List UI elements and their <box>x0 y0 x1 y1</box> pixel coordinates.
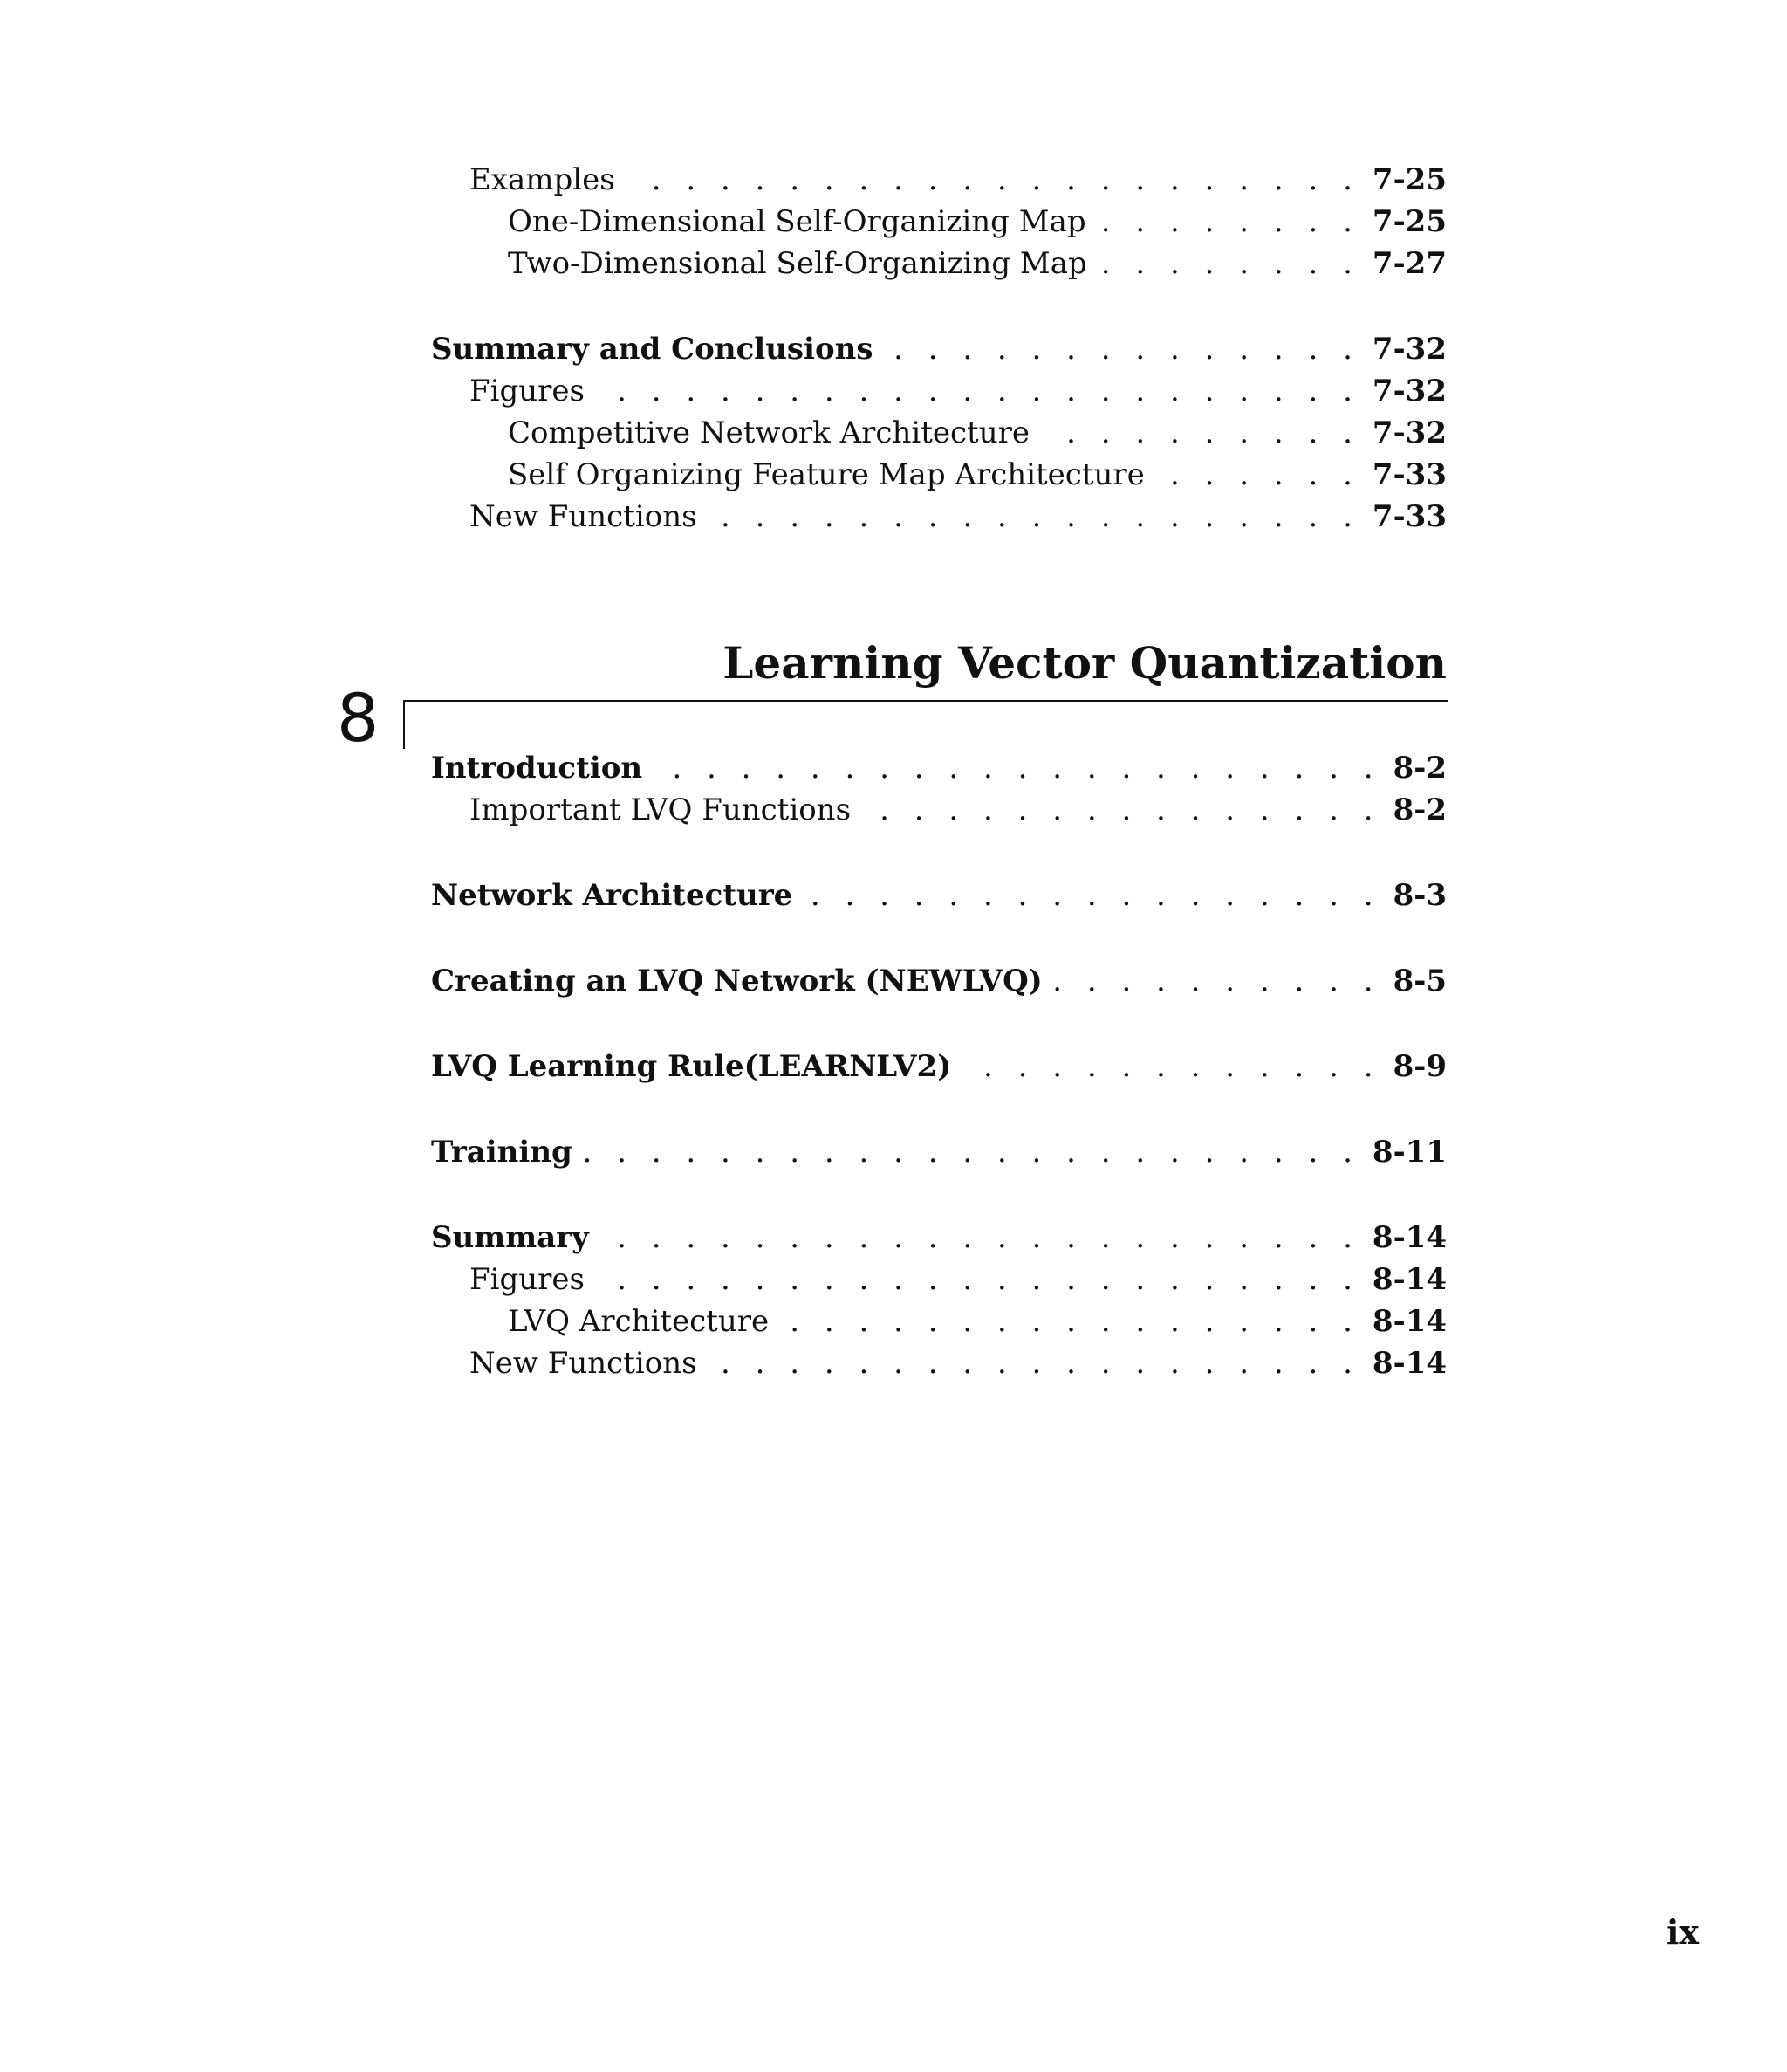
dot-leader <box>1098 243 1360 285</box>
dot-leader <box>962 1046 1380 1087</box>
dot-leader <box>779 1300 1360 1342</box>
section-gap <box>431 831 1447 875</box>
toc-entry-label: Figures <box>469 374 585 408</box>
toc-entry-label: Figures <box>469 1262 585 1297</box>
toc-entry[interactable] <box>431 960 1447 1002</box>
toc-entry-label: Examples <box>469 162 615 197</box>
toc-entry-page: 8-3 <box>1393 878 1447 913</box>
dot-leader <box>708 496 1360 538</box>
dot-leader <box>595 370 1360 412</box>
dot-leader <box>861 789 1381 831</box>
dot-leader <box>1155 454 1360 496</box>
toc-entry-label: New Functions <box>469 1346 697 1381</box>
toc-entry[interactable] <box>431 1046 1447 1087</box>
toc-entry[interactable] <box>431 747 1447 789</box>
toc-entry-page: 7-25 <box>1372 162 1447 197</box>
toc-entry-page: 8-5 <box>1393 964 1447 998</box>
toc-entry-page: 7-32 <box>1372 415 1447 450</box>
chapter-title: Learning Vector Quantization <box>722 637 1447 689</box>
toc-entry[interactable] <box>431 1342 1447 1384</box>
toc-entry-page: 8-14 <box>1372 1262 1447 1297</box>
dot-leader <box>1097 201 1360 243</box>
toc-entry[interactable] <box>431 454 1447 496</box>
toc-entry[interactable] <box>431 789 1447 831</box>
dot-leader <box>884 328 1360 370</box>
toc-entry-label: Self Organizing Feature Map Architecture <box>508 457 1145 492</box>
section-gap <box>431 1002 1447 1046</box>
section-gap <box>431 285 1447 328</box>
toc-entry-page: 7-32 <box>1372 374 1447 408</box>
toc-entry-label: Network Architecture <box>431 878 793 913</box>
toc-entry-label: Introduction <box>431 751 643 786</box>
toc-entry-label: LVQ Architecture <box>508 1304 770 1339</box>
section-gap <box>431 1173 1447 1217</box>
toc-entry-page: 8-14 <box>1372 1346 1447 1381</box>
dot-leader <box>599 1217 1360 1259</box>
toc-entry[interactable] <box>431 201 1447 243</box>
toc-entry-page: 8-2 <box>1393 751 1447 786</box>
toc-entry[interactable] <box>431 1300 1447 1342</box>
toc-entry-label: New Functions <box>469 499 697 534</box>
toc-entry-label: LVQ Learning Rule(LEARNLV2) <box>431 1049 952 1084</box>
toc-entry-page: 7-25 <box>1372 204 1447 239</box>
dot-leader <box>1040 412 1360 454</box>
dot-leader <box>626 159 1360 201</box>
chapter-number: 8 <box>337 679 380 757</box>
dot-leader <box>1053 960 1381 1002</box>
section-gap <box>431 916 1447 960</box>
toc-entry[interactable] <box>431 1217 1447 1259</box>
toc-entry-label: Two-Dimensional Self-Organizing Map <box>508 246 1087 281</box>
toc-entry-page: 7-27 <box>1372 246 1447 281</box>
toc-entry-label: Summary and Conclusions <box>431 332 873 367</box>
toc-entry-label: Summary <box>431 1220 589 1255</box>
toc-chapter-7-continuation <box>431 159 1447 538</box>
dot-leader <box>653 747 1380 789</box>
toc-entry-page: 8-14 <box>1372 1304 1447 1339</box>
page-number: ix <box>1667 1912 1700 1952</box>
toc-entry-label: One-Dimensional Self-Organizing Map <box>508 204 1086 239</box>
toc-entry[interactable] <box>431 370 1447 412</box>
toc-entry-label: Creating an LVQ Network (NEWLVQ) <box>431 964 1043 998</box>
chapter-rule <box>403 700 1448 702</box>
toc-entry[interactable] <box>431 328 1447 370</box>
toc-entry[interactable] <box>431 1131 1447 1173</box>
toc-entry-page: 7-33 <box>1372 499 1447 534</box>
toc-entry[interactable] <box>431 496 1447 538</box>
toc-entry-label: Important LVQ Functions <box>469 792 852 827</box>
toc-entry-page: 8-11 <box>1372 1135 1447 1170</box>
toc-chapter-8 <box>431 747 1447 1384</box>
chapter-rule-tick <box>403 700 405 749</box>
toc-entry-page: 8-2 <box>1393 792 1447 827</box>
toc-entry[interactable] <box>431 159 1447 201</box>
dot-leader <box>595 1259 1360 1300</box>
dot-leader <box>583 1131 1360 1173</box>
toc-entry-label: Training <box>431 1135 572 1170</box>
toc-entry[interactable] <box>431 412 1447 454</box>
toc-entry-page: 8-9 <box>1393 1049 1447 1084</box>
toc-entry-page: 7-33 <box>1372 457 1447 492</box>
toc-entry[interactable] <box>431 1259 1447 1300</box>
toc-entry[interactable] <box>431 875 1447 916</box>
toc-entry[interactable] <box>431 243 1447 285</box>
toc-entry-page: 8-14 <box>1372 1220 1447 1255</box>
dot-leader <box>803 875 1380 916</box>
dot-leader <box>708 1342 1360 1384</box>
toc-entry-label: Competitive Network Architecture <box>508 415 1030 450</box>
section-gap <box>431 1087 1447 1131</box>
toc-entry-page: 7-32 <box>1372 332 1447 367</box>
